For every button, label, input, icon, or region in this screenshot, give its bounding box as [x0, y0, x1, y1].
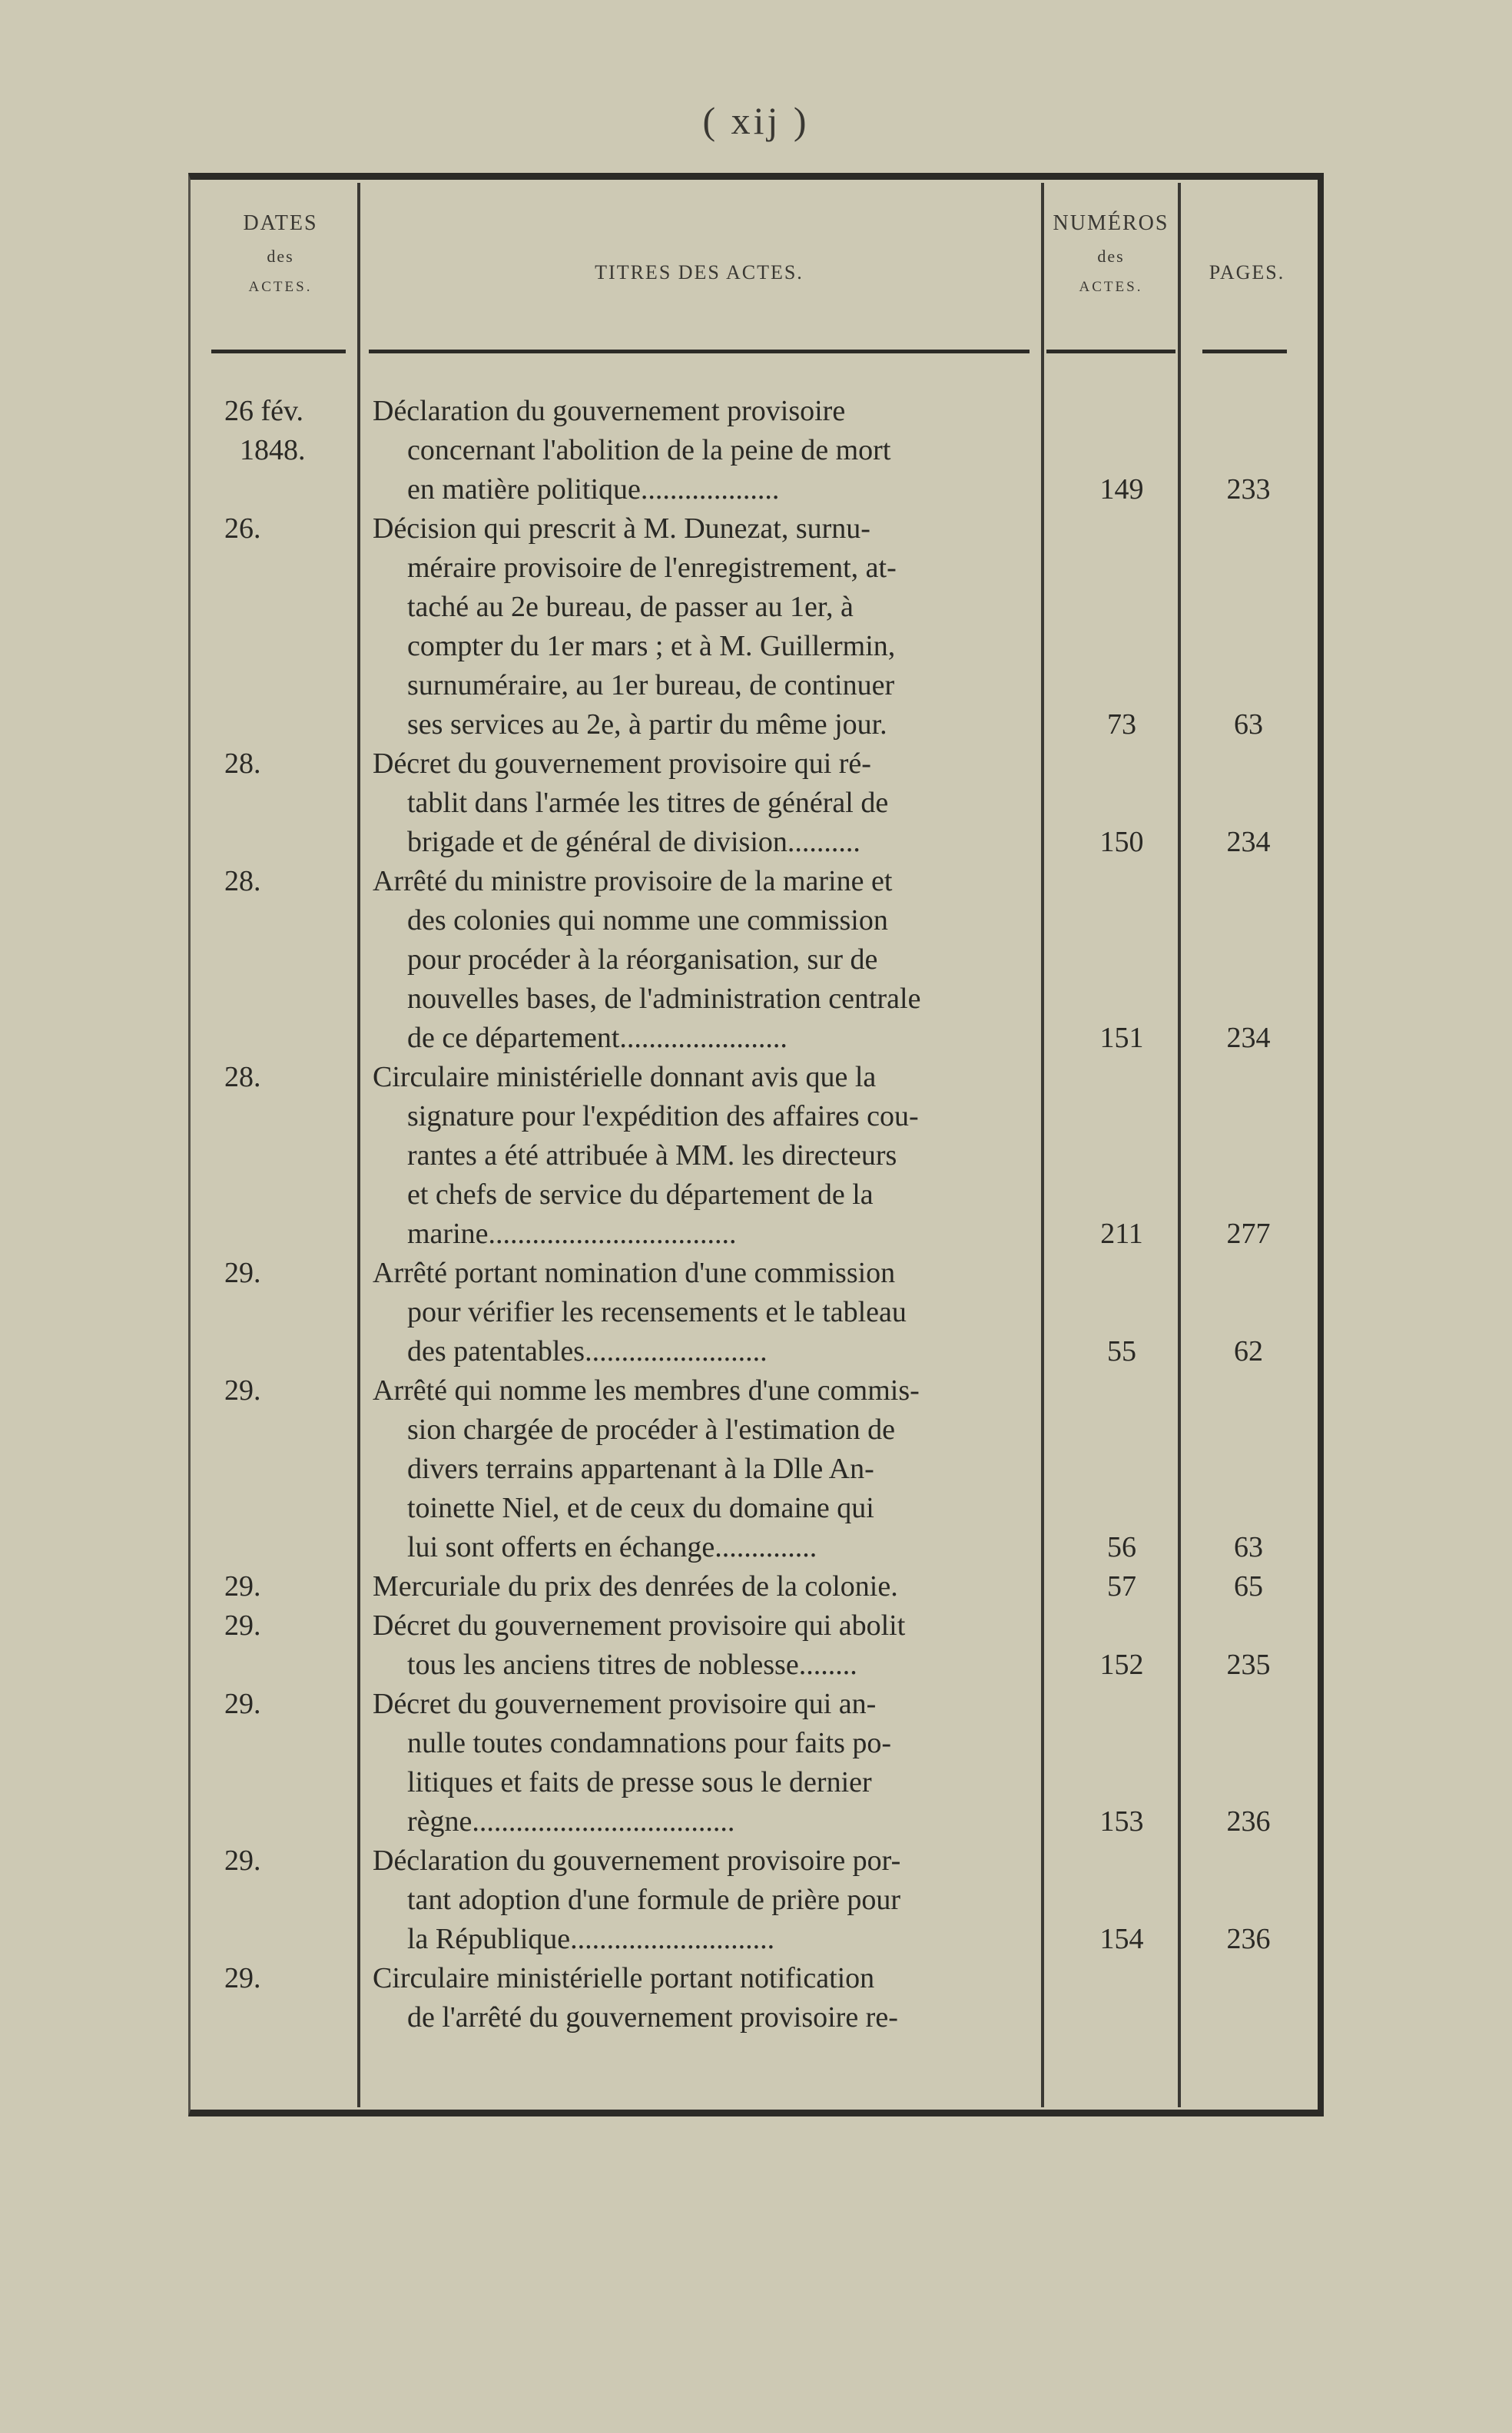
- entry-page: 236: [1226, 1923, 1271, 1955]
- entry-date: [224, 862, 355, 901]
- entry-date-line1: 28.: [224, 1061, 261, 1093]
- entry-date-line1: 26.: [224, 512, 261, 545]
- entry-page: 234: [1226, 1022, 1271, 1054]
- entry-numero: 150: [1099, 826, 1144, 858]
- entry-title-line: des colonies qui nomme une commission: [407, 904, 888, 936]
- entry-date-line1: 29.: [224, 1570, 261, 1603]
- header-numeros-line2: des: [1097, 247, 1125, 266]
- entry-title-line: ses services au 2e, à partir du même jour.: [407, 708, 887, 741]
- column-divider-dates: [357, 183, 360, 2107]
- entry-date: [224, 392, 355, 470]
- entry-title-line: Circulaire ministérielle portant notification: [373, 1962, 875, 1994]
- header-numeros: [1046, 211, 1175, 296]
- entry-title-line: Décret du gouvernement provisoire qui abolit: [373, 1609, 906, 1642]
- entry-title-line: la République............................: [407, 1923, 775, 1955]
- entry-date: [224, 1959, 355, 1998]
- entry-title-line: concernant l'abolition de la peine de mort: [407, 434, 891, 466]
- entry-date: [224, 1685, 355, 1724]
- entry-title: [373, 1371, 1049, 1567]
- header-dates-line3: ACTES.: [248, 279, 313, 295]
- entry-title: [373, 1058, 1049, 1254]
- entry-page: 65: [1234, 1570, 1263, 1603]
- entry-title: [373, 1606, 1049, 1685]
- entry-title-line: divers terrains appartenant à la Dlle An-: [407, 1453, 874, 1485]
- entry-title-line: surnuméraire, au 1er bureau, de continuer: [407, 669, 895, 701]
- entry-title-line: Déclaration du gouvernement provisoire: [373, 395, 846, 427]
- header-dates-line1: DATES: [243, 211, 318, 235]
- entry-date: [224, 1254, 355, 1293]
- entry-page: 235: [1226, 1649, 1271, 1681]
- entry-date: [224, 1841, 355, 1881]
- entry-title: [373, 1567, 1049, 1606]
- entry-date-line1: 29.: [224, 1257, 261, 1289]
- entry-title-line: et chefs de service du département de la: [407, 1178, 874, 1211]
- entry-title-line: tant adoption d'une formule de prière pour: [407, 1884, 901, 1916]
- entry-title-line: des patentables.........................: [407, 1335, 768, 1367]
- entry-title-line: lui sont offerts en échange..............: [407, 1531, 817, 1563]
- entry-title-line: tablit dans l'armée les titres de général de: [407, 787, 889, 819]
- entry-title-line: nouvelles bases, de l'administration centrale: [407, 983, 921, 1015]
- entry-date: [224, 1058, 355, 1097]
- page-number: ( xij ): [702, 99, 810, 142]
- entry-date: [224, 509, 355, 549]
- entry-title: [373, 1254, 1049, 1371]
- entry-date: [224, 1371, 355, 1410]
- entry-title-line: de l'arrêté du gouvernement provisoire re-: [407, 2001, 898, 2034]
- entry-title-line: Mercuriale du prix des denrées de la colonie.: [373, 1570, 898, 1603]
- entry-title: [373, 509, 1049, 744]
- entry-numero: 153: [1099, 1805, 1144, 1838]
- entry-title-line: Arrêté portant nomination d'une commission: [373, 1257, 896, 1289]
- entry-date-line1: 29.: [224, 1374, 261, 1407]
- entry-numero: 56: [1107, 1531, 1136, 1563]
- entry-numero: 151: [1099, 1022, 1144, 1054]
- header-titres: [369, 261, 1030, 284]
- entry-title-line: sion chargée de procéder à l'estimation de: [407, 1414, 895, 1446]
- entry-title-line: en matière politique...................: [407, 473, 780, 505]
- entry-page: 236: [1226, 1805, 1271, 1838]
- entry-title-line: de ce département.......................: [407, 1022, 788, 1054]
- entry-title-line: Arrêté du ministre provisoire de la marine et: [373, 865, 893, 897]
- entry-numero: 55: [1107, 1335, 1136, 1367]
- entry-date-line1: 29.: [224, 1962, 261, 1994]
- entry-date: [224, 1606, 355, 1646]
- entry-title-line: signature pour l'expédition des affaires cou-: [407, 1100, 919, 1132]
- entry-page: 234: [1226, 826, 1271, 858]
- entry-title-line: Décision qui prescrit à M. Dunezat, surnu-: [373, 512, 870, 545]
- entry-date-line1: 29.: [224, 1845, 261, 1877]
- entry-page: 63: [1234, 708, 1263, 741]
- header-numeros-line3: ACTES.: [1079, 279, 1143, 295]
- entry-title-line: nulle toutes condamnations pour faits po-: [407, 1727, 892, 1759]
- header-dates-line2: des: [267, 247, 294, 266]
- entry-title-line: brigade et de général de division..........: [407, 826, 860, 858]
- entry-page: 277: [1226, 1218, 1271, 1250]
- entry-title-line: pour vérifier les recensements et le tableau: [407, 1296, 907, 1328]
- entry-title-line: toinette Niel, et de ceux du domaine qui: [407, 1492, 874, 1524]
- entry-title-line: taché au 2e bureau, de passer au 1er, à: [407, 591, 854, 623]
- header-rule-pages: [1202, 350, 1287, 353]
- entry-page: 233: [1226, 473, 1271, 505]
- entry-title-line: règne....................................: [407, 1805, 735, 1838]
- entry-numero: 149: [1099, 473, 1144, 505]
- header-rule-numeros: [1046, 350, 1175, 353]
- entry-date-line1: 26 fév.: [224, 395, 304, 427]
- header-pages-label: PAGES.: [1209, 261, 1285, 283]
- entry-title-line: pour procéder à la réorganisation, sur de: [407, 943, 878, 976]
- entry-date-line2: 1848.: [240, 434, 306, 466]
- header-rule-dates: [211, 350, 346, 353]
- entry-numero: 152: [1099, 1649, 1144, 1681]
- entry-date: [224, 744, 355, 784]
- entry-title-line: méraire provisoire de l'enregistrement, at-: [407, 552, 897, 584]
- entry-date-line1: 28.: [224, 865, 261, 897]
- entry-title-line: tous les anciens titres de noblesse........: [407, 1649, 857, 1681]
- entry-title-line: compter du 1er mars ; et à M. Guillermin,: [407, 630, 896, 662]
- entry-date-line1: 29.: [224, 1609, 261, 1642]
- entry-title-line: litiques et faits de presse sous le dernier: [407, 1766, 872, 1798]
- header-rule-titles: [369, 350, 1030, 353]
- entry-title: [373, 1959, 1049, 2037]
- entry-title: [373, 1841, 1049, 1959]
- header-titres-label: TITRES DES ACTES.: [595, 261, 804, 283]
- entry-numero: 154: [1099, 1923, 1144, 1955]
- header-pages: [1189, 261, 1305, 284]
- entry-date: [224, 1567, 355, 1606]
- entry-title-line: Déclaration du gouvernement provisoire por-: [373, 1845, 901, 1877]
- entry-title-line: rantes a été attribuée à MM. les directeurs: [407, 1139, 897, 1172]
- header-dates: [215, 211, 346, 296]
- entry-title-line: Décret du gouvernement provisoire qui an-: [373, 1688, 877, 1720]
- entry-title: [373, 862, 1049, 1058]
- entry-page: 62: [1234, 1335, 1263, 1367]
- header-numeros-line1: NUMÉROS: [1053, 211, 1169, 235]
- entry-page: 63: [1234, 1531, 1263, 1563]
- entry-title: [373, 1685, 1049, 1841]
- entry-date-line1: 28.: [224, 747, 261, 780]
- entry-numero: 57: [1107, 1570, 1136, 1603]
- entry-title: [373, 744, 1049, 862]
- entry-numero: 211: [1100, 1218, 1143, 1250]
- entry-title-line: Circulaire ministérielle donnant avis que la: [373, 1061, 877, 1093]
- entry-title-line: Décret du gouvernement provisoire qui ré-: [373, 747, 871, 780]
- entry-title: [373, 392, 1049, 509]
- entry-numero: 73: [1107, 708, 1136, 741]
- entry-title-line: Arrêté qui nomme les membres d'une commis-: [373, 1374, 920, 1407]
- entry-title-line: marine..................................: [407, 1218, 737, 1250]
- entry-date-line1: 29.: [224, 1688, 261, 1720]
